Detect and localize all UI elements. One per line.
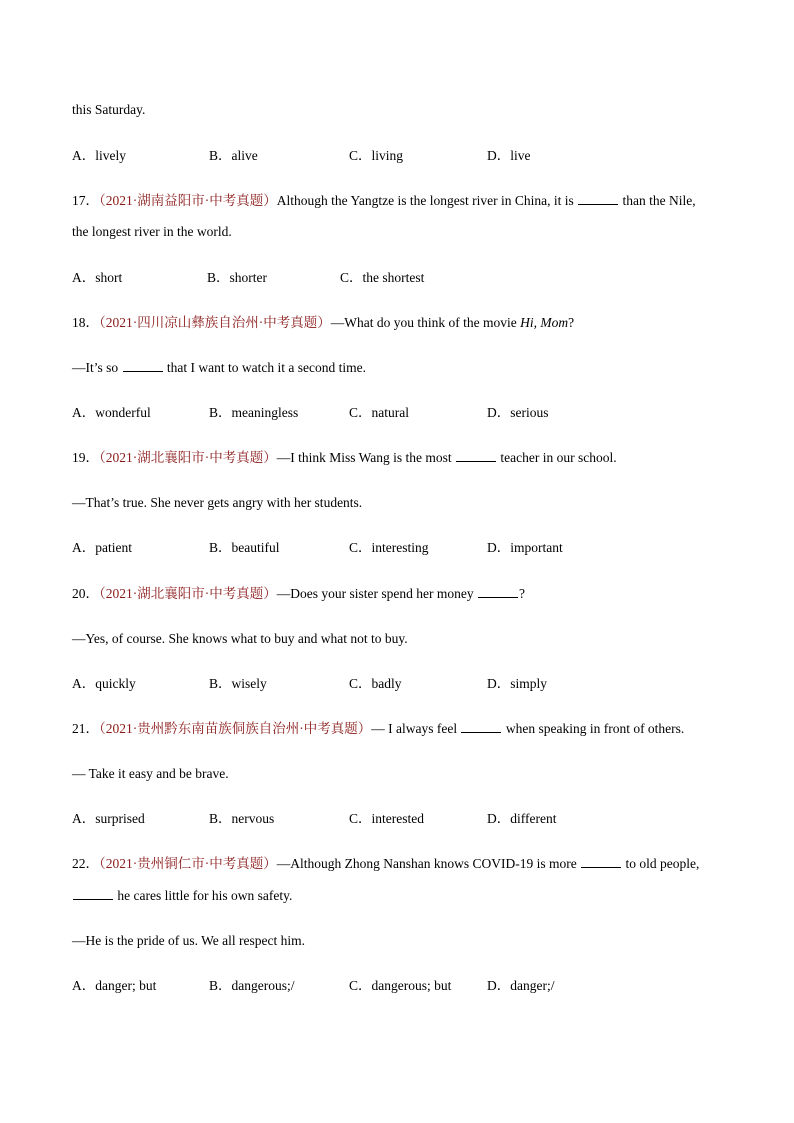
q17-option-a[interactable]: A．short: [72, 270, 123, 285]
q19-stem: 19．（2021·湖北襄阳市·中考真题）—I think Miss Wang is the most teacher in our school.: [72, 450, 617, 465]
q21-option-d[interactable]: D．different: [487, 811, 557, 826]
q20-number: 20．: [72, 586, 99, 601]
q18-number: 18．: [72, 315, 99, 330]
q18-option-c[interactable]: C．natural: [349, 405, 409, 420]
q16-option-b[interactable]: B．alive: [209, 148, 258, 163]
q22-stem: 22．（2021·贵州铜仁市·中考真题）—Although Zhong Nanshan knows COVID-19 is more to old people,: [72, 856, 700, 871]
q22-stem-line3: —He is the pride of us. We all respect him.: [72, 933, 305, 948]
q19-option-c[interactable]: C．interesting: [349, 540, 429, 555]
q19-stem-line2: —That’s true. She never gets angry with her students.: [72, 495, 363, 510]
q16-continuation: this Saturday.: [72, 102, 146, 117]
q16-option-d[interactable]: D．live: [487, 148, 531, 163]
q22-blank-1: [581, 855, 621, 868]
q17-source: （2021·湖南益阳市·中考真题）: [99, 193, 277, 208]
q16-option-a[interactable]: A．lively: [72, 148, 126, 163]
q17-option-c[interactable]: C．the shortest: [340, 270, 425, 285]
q18-option-a[interactable]: A．wonderful: [72, 405, 151, 420]
q21-number: 21．: [72, 721, 99, 736]
q20-option-d[interactable]: D．simply: [487, 676, 548, 691]
q19-source: （2021·湖北襄阳市·中考真题）: [99, 450, 277, 465]
q20-option-c[interactable]: C．badly: [349, 676, 402, 691]
q18-movie-title: Hi, Mom: [520, 315, 569, 330]
q18-option-d[interactable]: D．serious: [487, 405, 549, 420]
q22-blank-2: [73, 887, 113, 900]
q19-option-b[interactable]: B．beautiful: [209, 540, 280, 555]
q17-stem: 17．（2021·湖南益阳市·中考真题）Although the Yangtze is the longest river in China, it is than the Nile,: [72, 193, 696, 208]
q17-stem-line2: the longest river in the world.: [72, 224, 232, 239]
q22-option-c[interactable]: C．dangerous; but: [349, 978, 452, 993]
q19-blank: [456, 449, 496, 462]
q21-option-c[interactable]: C．interested: [349, 811, 424, 826]
q20-source: （2021·湖北襄阳市·中考真题）: [99, 586, 277, 601]
q17-blank: [578, 192, 618, 205]
q19-option-d[interactable]: D．important: [487, 540, 563, 555]
q21-option-b[interactable]: B．nervous: [209, 811, 275, 826]
q22-source: （2021·贵州铜仁市·中考真题）: [99, 856, 277, 871]
q18-stem: 18．（2021·四川凉山彝族自治州·中考真题）—What do you think of the movie Hi, Mom?: [72, 315, 575, 330]
q19-number: 19．: [72, 450, 99, 465]
q20-stem-line2: —Yes, of course. She knows what to buy and what not to buy.: [72, 631, 408, 646]
q22-number: 22．: [72, 856, 99, 871]
q22-option-b[interactable]: B．dangerous;/: [209, 978, 295, 993]
q18-source: （2021·四川凉山彝族自治州·中考真题）: [99, 315, 331, 330]
q20-option-b[interactable]: B．wisely: [209, 676, 267, 691]
q22-option-a[interactable]: A．danger; but: [72, 978, 157, 993]
q22-stem-line2: he cares little for his own safety.: [72, 887, 292, 905]
q22-option-d[interactable]: D．danger;/: [487, 978, 555, 993]
q18-blank: [123, 359, 163, 372]
q21-stem-line2: — Take it easy and be brave.: [72, 766, 229, 781]
q21-source: （2021·贵州黔东南苗族侗族自治州·中考真题）: [99, 721, 372, 736]
q19-option-a[interactable]: A．patient: [72, 540, 132, 555]
q21-option-a[interactable]: A．surprised: [72, 811, 145, 826]
q20-option-a[interactable]: A．quickly: [72, 676, 136, 691]
q18-stem-line2: —It’s so that I want to watch it a second time.: [72, 360, 366, 375]
q21-blank: [461, 720, 501, 733]
q21-stem: 21．（2021·贵州黔东南苗族侗族自治州·中考真题）— I always feel when speaking in front of others.: [72, 721, 685, 736]
q16-option-c[interactable]: C．living: [349, 148, 404, 163]
q18-option-b[interactable]: B．meaningless: [209, 405, 299, 420]
q20-stem: 20．（2021·湖北襄阳市·中考真题）—Does your sister spend her money ?: [72, 586, 525, 601]
q17-option-b[interactable]: B．shorter: [207, 270, 267, 285]
q17-number: 17．: [72, 193, 99, 208]
q20-blank: [478, 585, 518, 598]
